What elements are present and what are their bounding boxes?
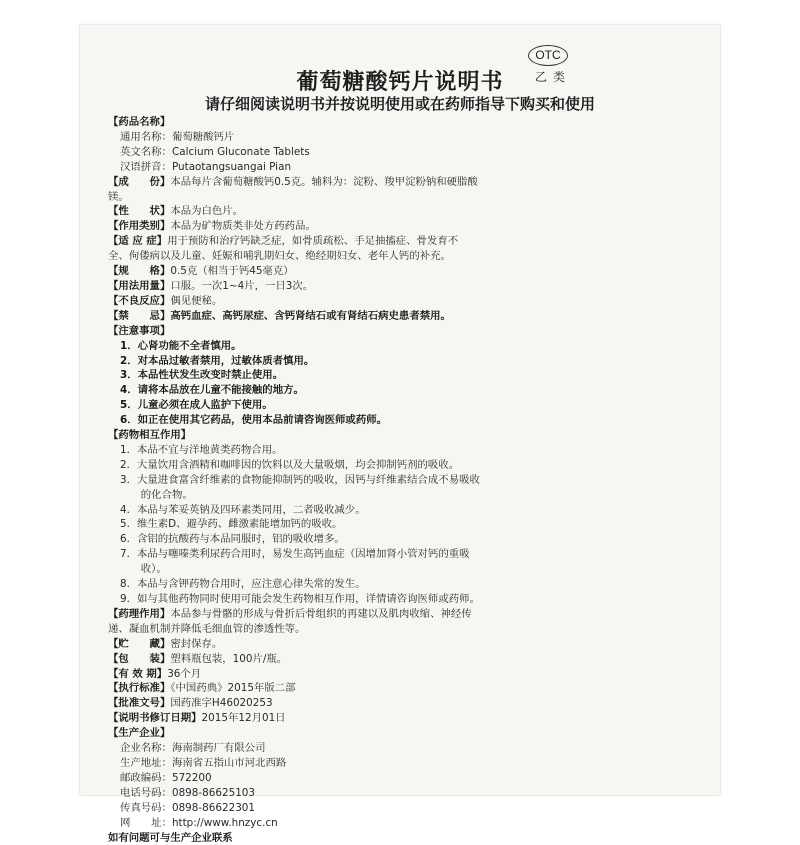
manufacturer-line: 传真号码：0898-86622301 bbox=[108, 801, 568, 816]
precaution-item: 4．请将本品放在儿童不能接触的地方。 bbox=[108, 383, 568, 398]
manufacturer-heading: 【生产企业】 bbox=[108, 726, 568, 741]
otc-class-label: 乙类 bbox=[535, 68, 571, 85]
storage-section: 【贮 藏】密封保存。 bbox=[108, 637, 568, 652]
interaction-line: 1．本品不宜与洋地黄类药物合用。 bbox=[108, 443, 568, 458]
interaction-line: 的化合物。 bbox=[108, 488, 568, 503]
contraindications-section: 【禁 忌】高钙血症、高钙尿症、含钙肾结石或有肾结石病史患者禁用。 bbox=[108, 309, 568, 324]
manufacturer-line: 企业名称：海南制药厂有限公司 bbox=[108, 741, 568, 756]
interaction-line: 5．维生素D、避孕药、雌激素能增加钙的吸收。 bbox=[108, 517, 568, 532]
interaction-line: 3．大量进食富含纤维素的食物能抑制钙的吸收，因钙与纤维素结合成不易吸收 bbox=[108, 473, 568, 488]
pharmacology-section: 【药理作用】本品参与骨骼的形成与骨折后骨组织的再建以及肌肉收缩、神经传 bbox=[108, 607, 568, 622]
indications-section: 【适 应 症】用于预防和治疗钙缺乏症，如骨质疏松、手足抽搐症、骨发育不 bbox=[108, 234, 568, 249]
precaution-item: 5．儿童必须在成人监护下使用。 bbox=[108, 398, 568, 413]
package-section: 【包 装】塑料瓶包装，100片/瓶。 bbox=[108, 652, 568, 667]
leaflet-title: 葡萄糖酸钙片说明书 bbox=[0, 65, 800, 96]
precaution-item: 1．心肾功能不全者慎用。 bbox=[108, 339, 568, 354]
precaution-item: 2．对本品过敏者禁用，过敏体质者慎用。 bbox=[108, 354, 568, 369]
precautions-heading: 【注意事项】 bbox=[108, 324, 568, 339]
interaction-line: 2．大量饮用含酒精和咖啡因的饮料以及大量吸烟，均会抑制钙剂的吸收。 bbox=[108, 458, 568, 473]
composition-continued: 镁。 bbox=[108, 190, 568, 205]
revision-section: 【说明书修订日期】2015年12月01日 bbox=[108, 711, 568, 726]
manufacturer-footer: 如有问题可与生产企业联系 bbox=[108, 831, 568, 845]
manufacturer-line: 网 址：http://www.hnzyc.cn bbox=[108, 816, 568, 831]
interaction-line: 7．本品与噻嗪类利尿药合用时，易发生高钙血症（因增加肾小管对钙的重吸 bbox=[108, 547, 568, 562]
validity-section: 【有 效 期】36个月 bbox=[108, 667, 568, 682]
leaflet-subtitle: 请仔细阅读说明书并按说明使用或在药师指导下购买和使用 bbox=[0, 93, 800, 114]
approval-section: 【批准文号】国药准字H46020253 bbox=[108, 696, 568, 711]
leaflet-body bbox=[108, 115, 568, 845]
category-section: 【作用类别】本品为矿物质类非处方药药品。 bbox=[108, 219, 568, 234]
pharmacology-continued: 递、凝血机制并降低毛细血管的渗透性等。 bbox=[108, 622, 568, 637]
indications-continued: 全、佝偻病以及儿童、妊娠和哺乳期妇女、绝经期妇女、老年人钙的补充。 bbox=[108, 249, 568, 264]
interactions-heading: 【药物相互作用】 bbox=[108, 428, 568, 443]
pinyin-name: 汉语拼音：Putaotangsuangai Pian bbox=[108, 160, 568, 175]
composition-section: 【成 份】本品每片含葡萄糖酸钙0.5克。辅料为：淀粉、羧甲淀粉钠和硬脂酸 bbox=[108, 175, 568, 190]
drug-name-heading: 【药品名称】 bbox=[108, 115, 568, 130]
interaction-line: 收）。 bbox=[108, 562, 568, 577]
precaution-item: 3．本品性状发生改变时禁止使用。 bbox=[108, 368, 568, 383]
generic-name: 通用名称：葡萄糖酸钙片 bbox=[108, 130, 568, 145]
precaution-item: 6．如正在使用其它药品，使用本品前请咨询医师或药师。 bbox=[108, 413, 568, 428]
manufacturer-line: 生产地址：海南省五指山市河北西路 bbox=[108, 756, 568, 771]
english-name: 英文名称：Calcium Gluconate Tablets bbox=[108, 145, 568, 160]
manufacturer-line: 电话号码：0898-86625103 bbox=[108, 786, 568, 801]
interaction-line: 6．含铝的抗酸药与本品同服时，铝的吸收增多。 bbox=[108, 532, 568, 547]
otc-badge: OTC bbox=[528, 45, 568, 66]
standard-section: 【执行标准】《中国药典》2015年版二部 bbox=[108, 681, 568, 696]
manufacturer-line: 邮政编码：572200 bbox=[108, 771, 568, 786]
interaction-line: 8．本品与含钾药物合用时，应注意心律失常的发生。 bbox=[108, 577, 568, 592]
properties-section: 【性 状】本品为白色片。 bbox=[108, 204, 568, 219]
interaction-line: 9．如与其他药物同时使用可能会发生药物相互作用，详情请咨询医师或药师。 bbox=[108, 592, 568, 607]
adverse-section: 【不良反应】偶见便秘。 bbox=[108, 294, 568, 309]
interaction-line: 4．本品与苯妥英钠及四环素类同用，二者吸收减少。 bbox=[108, 503, 568, 518]
specification-section: 【规 格】0.5克（相当于钙45毫克） bbox=[108, 264, 568, 279]
dosage-section: 【用法用量】口服。一次1~4片，一日3次。 bbox=[108, 279, 568, 294]
